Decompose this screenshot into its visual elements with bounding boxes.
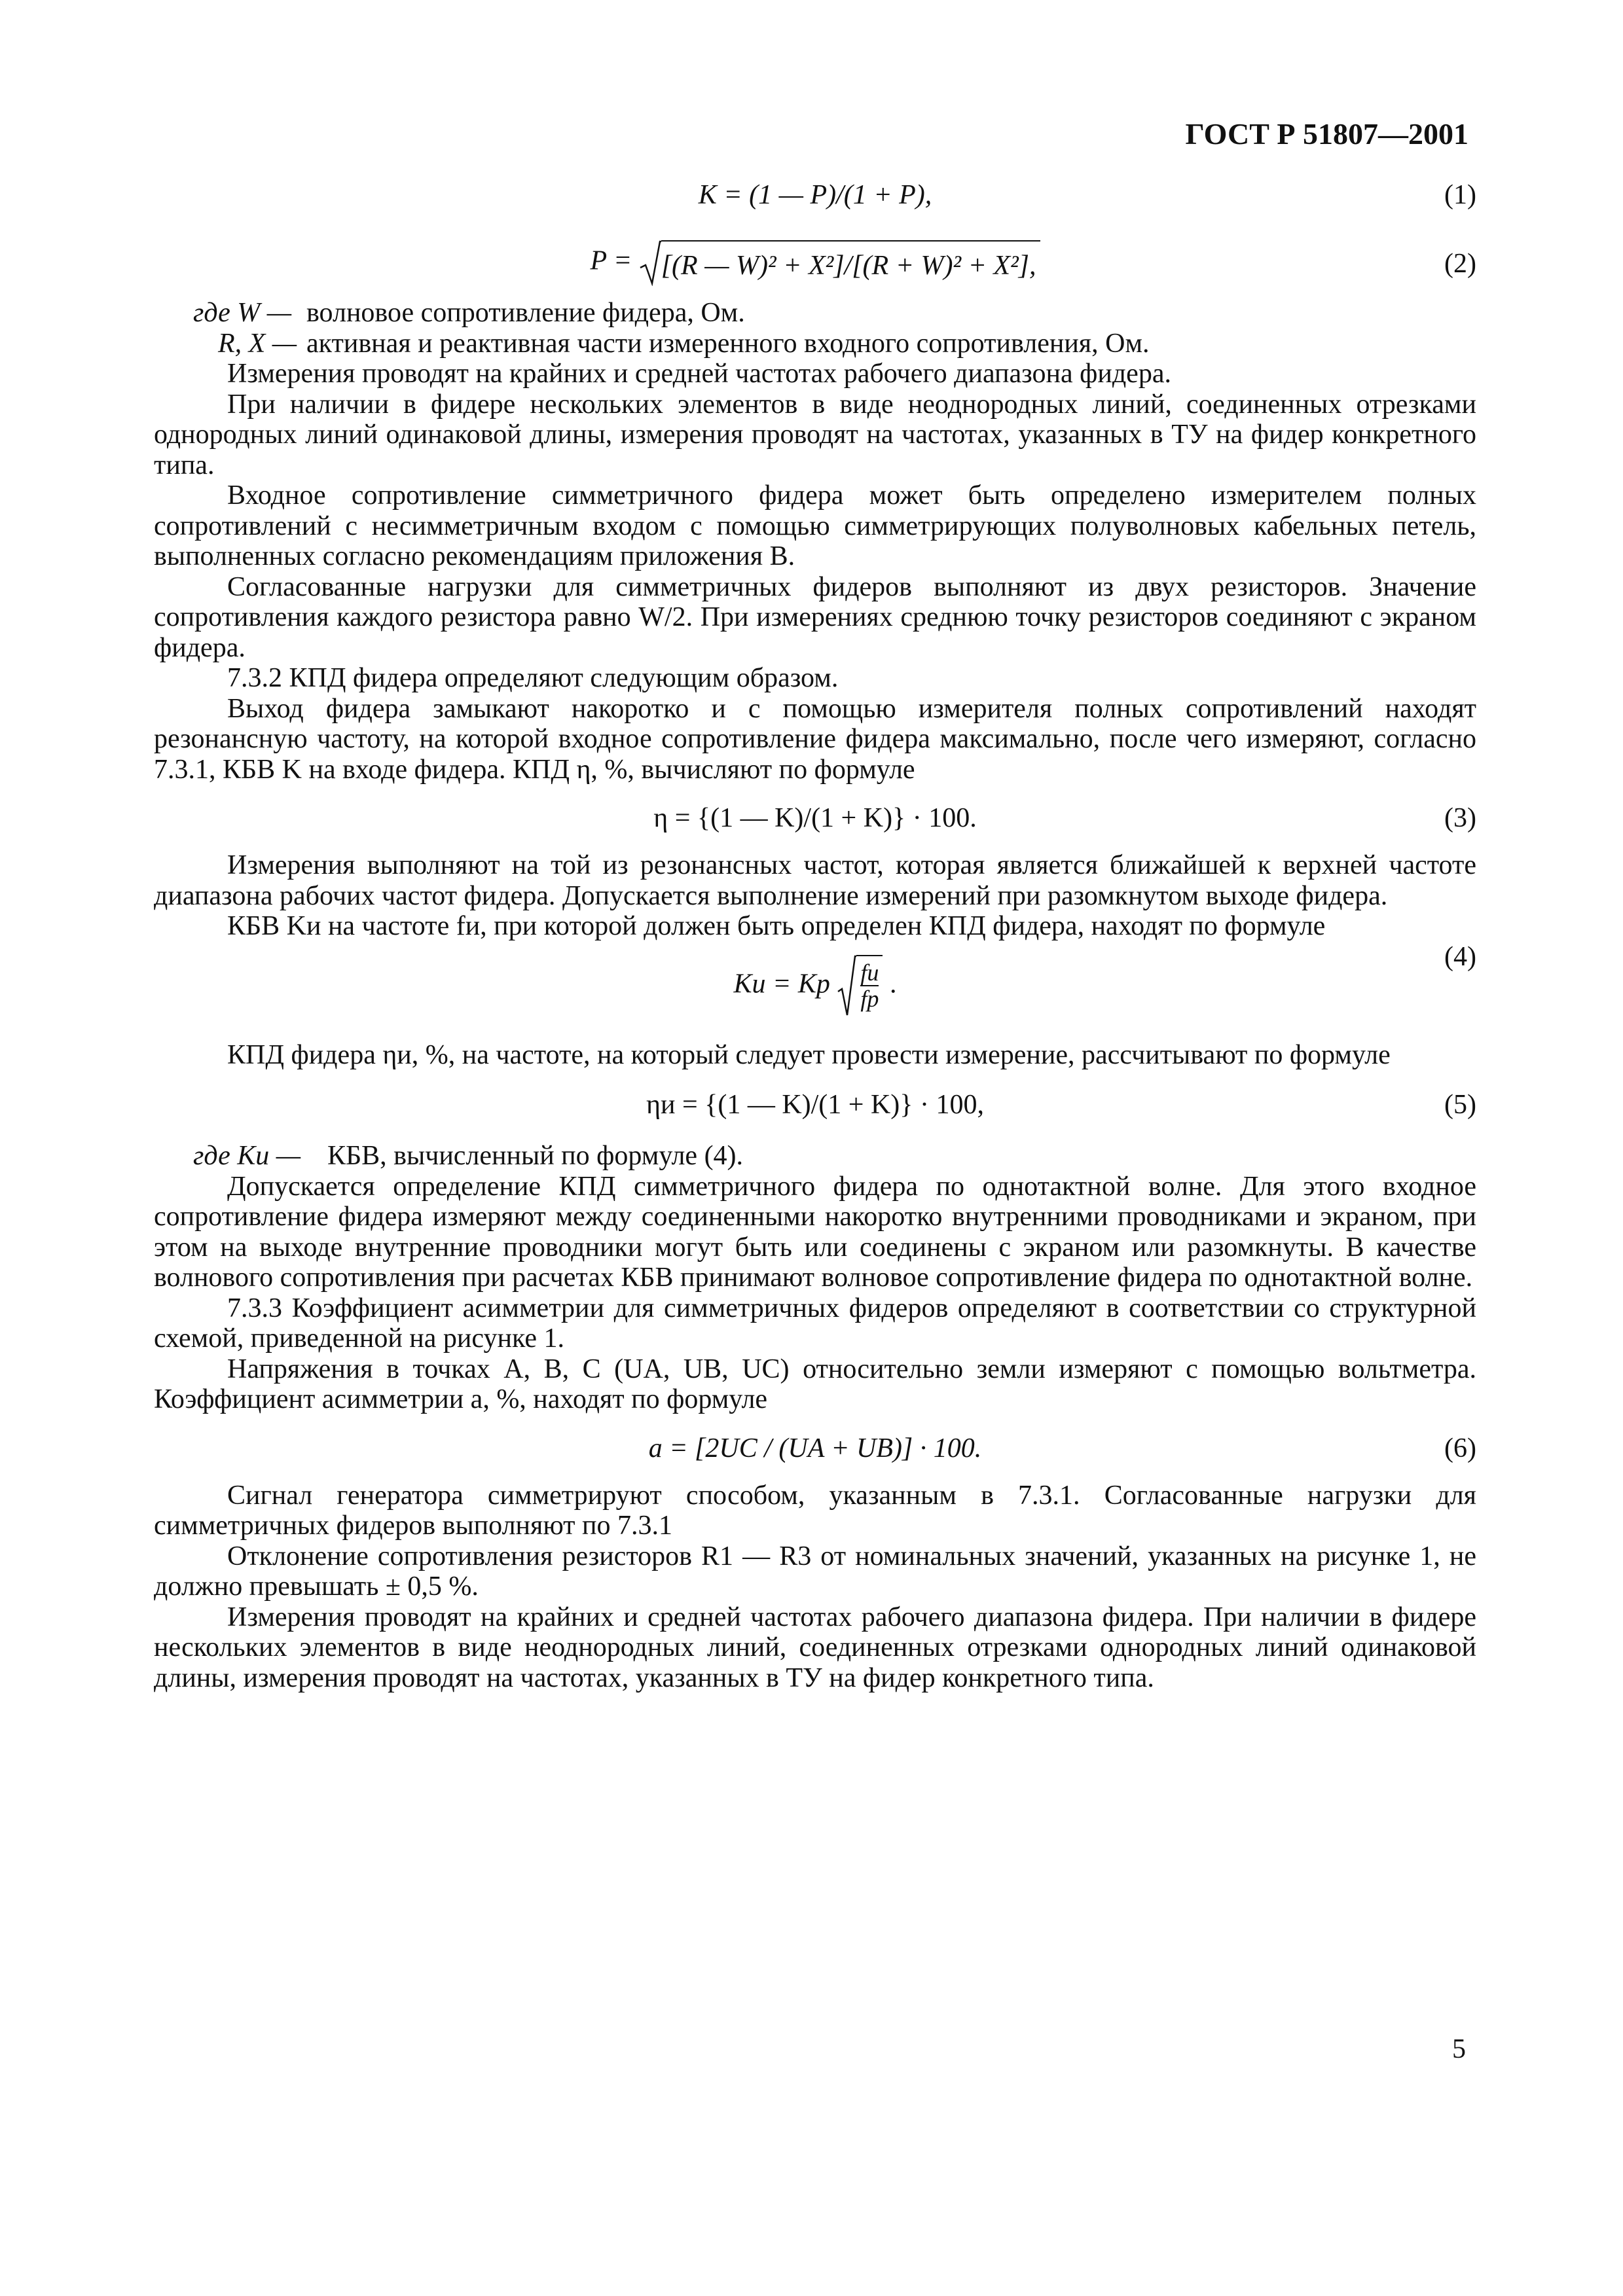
where-definition: активная и реактивная части измеренного входного сопротивления, Ом. (306, 328, 1150, 359)
equation-1-formula: K = (1 — P)/(1 + P), (698, 180, 932, 210)
equation-2 (154, 226, 1476, 298)
equation-4-tail: . (889, 969, 897, 999)
paragraph: При наличии в фидере нескольких элементов в виде неоднородных линий, соединенных отрезками однородных линий одинаковой длины, измерения проводят на частотах, указанных в ТУ на фидер конкретного типа. (154, 389, 1476, 480)
equation-3-number: (3) (1444, 803, 1476, 833)
fraction-denominator: fр (860, 985, 879, 1012)
equation-5-number: (5) (1444, 1090, 1476, 1120)
where-term: R, X — (218, 328, 297, 359)
paragraph: Выход фидера замыкают накоротко и с помощью измерителя полных сопротивлений находят резонансную частоту, на которой входное сопротивление фидера максимально, после чего измеряют, согласно 7.3.1, КБВ K на входе фидера. КПД η, %, вычисляют по формуле (154, 693, 1476, 785)
equation-6 (154, 1415, 1476, 1480)
equation-4-number: (4) (1444, 941, 1476, 972)
where-item-rx (154, 329, 1476, 359)
where-definition: КБВ, вычисленный по формуле (4). (327, 1141, 744, 1171)
paragraph: Допускается определение КПД симметричного фидера по однотактной волне. Для этого входное сопротивление фидера измеряют между соединенными накоротко внутренними проводниками и экраном, при этом на выходе внутренние проводники могут быть или соединены с экраном или разомкнуты. В качестве волнового сопротивления при расчетах КБВ принимают волновое сопротивление фидера по однотактной волне. (154, 1171, 1476, 1293)
equation-1-number: (1) (1444, 180, 1476, 210)
equation-3-formula: η = {(1 — K)/(1 + K)} · 100. (653, 803, 977, 833)
where-item-ki (154, 1141, 1476, 1172)
body-text (154, 167, 1476, 1693)
paragraph: КПД фидера ηи, %, на частоте, на который следует провести измерение, рассчитывают по формуле (227, 1039, 1391, 1070)
equation-1 (154, 167, 1476, 226)
page-number: 5 (1452, 2034, 1466, 2064)
sqrt-sign-icon (837, 955, 856, 1018)
equation-2-formula (154, 240, 1476, 286)
paragraph: Сигнал генератора симметрируют способом, указанным в 7.3.1. Согласованные нагрузки для симметричных фидеров выполняют по 7.3.1 (154, 1480, 1476, 1541)
where-definition: волновое сопротивление фидера, Ом. (306, 298, 745, 328)
equation-4-formula (154, 955, 1476, 1018)
equation-2-radicand: [(R — W)² + X²]/[(R + W)² + X²], (661, 240, 1040, 286)
equation-2-radical (639, 240, 1040, 286)
paragraph: Напряжения в точках A, B, C (UA, UB, UC) относительно земли измеряют с помощью вольтметра. Коэффициент асимметрии a, %, находят по формуле (154, 1354, 1476, 1414)
equation-6-number: (6) (1444, 1433, 1476, 1463)
equation-2-lhs: P = (590, 245, 632, 276)
where-term: где W — (193, 298, 292, 328)
paragraph: Входное сопротивление симметричного фидера может быть определено измерителем полных сопротивлений с несимметричным входом с помощью симметрирующих полуволновых кабельных петель, выполненных согласно рекомендациям приложения В. (154, 480, 1476, 571)
paragraph: Отклонение сопротивления резисторов R1 — R3 от номинальных значений, указанных на рисунке 1, не должно превышать ± 0,5 %. (154, 1541, 1476, 1602)
equation-4-radical (837, 955, 883, 1018)
equation-2-number: (2) (1444, 249, 1476, 279)
equation-5-formula: ηи = {(1 — K)/(1 + K)} · 100, (646, 1090, 984, 1120)
paragraph: Измерения проводят на крайних и средней частотах рабочего диапазона фидера. При наличии в фидере нескольких элементов в виде неоднородных линий, соединенных отрезками однородных линий одинаковой длины, измерения проводят на частотах, указанных в ТУ на фидер конкретного типа. (154, 1602, 1476, 1693)
equation-6-formula: a = [2UC / (UA + UB)] · 100. (648, 1433, 982, 1463)
paragraph: Измерения выполняют на той из резонансных частот, которая является ближайшей к верхней частоте диапазона рабочих частот фидера. Допускается выполнение измерений при разомкнутом выходе фидера. (154, 850, 1476, 911)
paragraph: 7.3.3 Коэффициент асимметрии для симметричных фидеров определяют в соответствии со структурной схемой, приведенной на рисунке 1. (154, 1293, 1476, 1354)
sqrt-sign-icon (639, 240, 661, 286)
equation-3 (154, 785, 1476, 850)
equation-5 (154, 1070, 1476, 1136)
paragraph: КБВ Kи на частоте fи, при которой должен быть определен КПД фидера, находят по формуле (227, 911, 1326, 941)
paragraph: 7.3.2 КПД фидера определяют следующим образом. (227, 663, 839, 693)
paragraph: Измерения проводят на крайних и средней частотах рабочего диапазона фидера. (227, 359, 1171, 389)
where-term: где Kи — (193, 1141, 301, 1171)
document-code-header: ГОСТ Р 51807—2001 (1185, 117, 1468, 151)
equation-4-fraction (860, 960, 879, 1011)
where-item-w (154, 298, 1476, 329)
equation-4-lhs: Kи = Kр (733, 969, 830, 999)
paragraph: Согласованные нагрузки для симметричных фидеров выполняют из двух резисторов. Значение сопротивления каждого резистора равно W/2. При измерениях среднюю точку резисторов соединяют с экраном фидера. (154, 571, 1476, 663)
equation-4 (154, 942, 1476, 1040)
fraction-numerator: fи (860, 959, 879, 986)
